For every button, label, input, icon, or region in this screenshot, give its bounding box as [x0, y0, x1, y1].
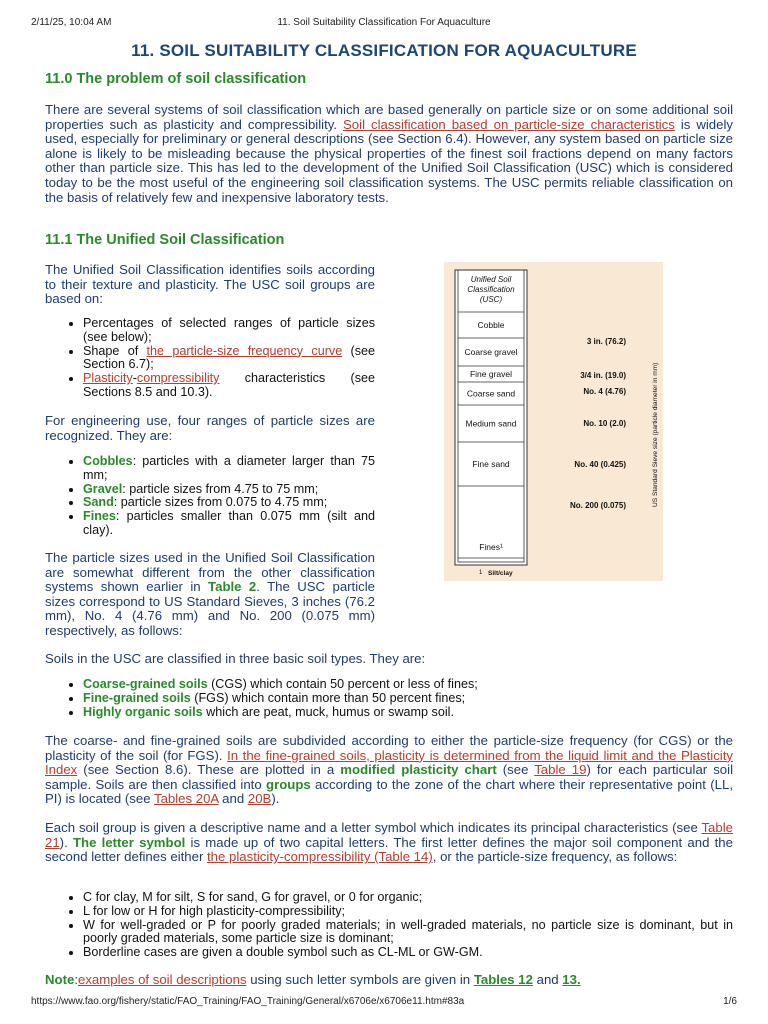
link-table-19[interactable]: Table 19: [534, 762, 587, 778]
list-item: [83, 455, 375, 483]
soil-types-paragraph: Soils in the USC are classified in three basic soil types. They are:: [45, 651, 426, 666]
link-particle-size-classification[interactable]: Soil classification based on particle-size characteristics: [343, 116, 675, 132]
text: : particle sizes from 4.75 to 75 mm;: [122, 481, 319, 496]
letter-rules-list: [45, 891, 733, 960]
term: Sand: [83, 495, 114, 510]
text: Each soil group is given a descriptive name and a letter symbol which indicates its principal characteristics (see: [45, 820, 702, 835]
section-heading: 11.1 The Unified Soil Classification: [45, 232, 285, 248]
text: ).: [59, 834, 73, 850]
list-item: [83, 678, 733, 692]
list-item: [83, 317, 375, 345]
chart-title-line-2: Classification: [467, 285, 515, 294]
text: There are several systems of soil classification which are based generally on particle size or on some additional soil properties such as plasticity and compressibility.: [45, 102, 733, 132]
list-item: [83, 510, 375, 538]
text: characteristics (see Sections 8.5 and 10.3).: [83, 371, 375, 399]
text: Shape of: [83, 343, 147, 358]
chart-title-line-1: Unified Soil: [470, 275, 512, 284]
text: ) for each particular soil sample. Soils are then classified into: [45, 762, 733, 792]
text: : particles smaller than 0.075 mm (silt and clay).: [83, 509, 375, 537]
link-compressibility[interactable]: compressibility: [136, 371, 220, 386]
page-title: 11. SOIL SUITABILITY CLASSIFICATION FOR AQUACULTURE: [131, 41, 637, 60]
chart-title-line-3: (USC): [479, 295, 503, 304]
term: Gravel: [83, 481, 123, 496]
text: The particle sizes used in the Unified Soil Classification are somewhat different from the other classification systems shown earlier in: [45, 550, 375, 595]
list-item: • C for clay, M for silt, S for sand, G for gravel, or 0 for organic;: [83, 891, 733, 905]
class-label: Medium sand: [465, 418, 517, 429]
sieve-label: No. 40 (0.425): [574, 460, 626, 469]
text: -: [132, 371, 137, 386]
list-item: [83, 692, 733, 706]
section-11-0: [45, 72, 733, 87]
text: ).: [271, 791, 280, 807]
sieve-label: No. 200 (0.075): [569, 501, 626, 510]
note-label: Note: [45, 972, 75, 987]
text: . The USC particle sizes correspond to US Standard Sieves, 3 inches (76.2 mm), No. 4 (4.76 mm) and No. 200 (0.075 mm) respectively, as follows:: [45, 579, 376, 638]
print-page-title: 11. Soil Suitability Classification For Aquaculture: [277, 17, 491, 28]
usc-basis-list: [45, 317, 375, 400]
sieve-labels: [570, 337, 626, 510]
soil-types-list: [45, 678, 733, 719]
link-examples-soil-descriptions[interactable]: examples of soil descriptions: [77, 972, 247, 987]
text: : particle sizes from 0.075 to 4.75 mm;: [113, 495, 328, 510]
text: (CGS) which contain 50 percent or less of fines;: [207, 677, 478, 691]
sieve-paragraph: [45, 551, 375, 639]
list-item: [83, 372, 375, 400]
footnote-mark: 1: [479, 570, 483, 576]
table-ref: Table 2: [208, 579, 257, 595]
link-table-14[interactable]: the plasticity-compressibility (Table 14): [207, 849, 433, 865]
list-item: [83, 345, 375, 373]
usc-chart-svg: [444, 262, 663, 581]
print-url: https://www.fao.org/fishery/static/FAO_Training/FAO_Training/General/x6706e/x6706e11.htm#83a: [31, 996, 465, 1007]
class-label: Coarse gravel: [464, 347, 518, 357]
text: according to the zone of the chart where their representative point (LL, PI) is located (see: [45, 776, 733, 807]
class-label: Fine sand: [472, 459, 510, 469]
list-item: • Borderline cases are given a double symbol such as CL-ML or GW-GM.: [83, 946, 733, 960]
text: : particles with a diameter larger than 75 mm;: [83, 454, 375, 482]
sieve-axis-label: US Standard Sieve size (particle diameter in mm): [652, 362, 659, 507]
section-11-1: [45, 233, 425, 248]
intro-paragraph: [45, 103, 733, 205]
term: Cobbles: [83, 454, 133, 468]
list-item: • L for low or H for high plasticity-compressibility;: [83, 905, 733, 919]
link-table-21[interactable]: Table 21: [45, 820, 733, 850]
print-page-number: 1/6: [723, 996, 737, 1007]
text: (see Section 6.7);: [83, 343, 375, 372]
term: Fines: [83, 509, 116, 524]
text: (FGS) which contain more than 50 percent fines;: [190, 690, 466, 705]
text: (see: [496, 762, 535, 778]
text: and: [532, 972, 563, 987]
sieve-label: No. 4 (4.76): [583, 387, 626, 396]
chart-frame: [455, 270, 527, 565]
text: using such letter symbols are given in: [246, 972, 474, 987]
term: groups: [266, 776, 311, 792]
class-label: Fines¹: [479, 542, 503, 552]
link-table-13[interactable]: 13.: [562, 972, 581, 987]
particle-ranges-list: [45, 455, 375, 538]
text: Percentages of selected ranges of particle sizes (see below);: [83, 316, 375, 344]
link-tables-20a[interactable]: Tables 20A: [153, 791, 219, 807]
text: The coarse- and fine-grained soils are subdivided according to either the particle-size frequency (for CGS) or the plasticity of the soil (for FGS).: [45, 733, 733, 763]
link-plasticity-liquid-limit[interactable]: In the fine-grained soils, plasticity is determined from the liquid limit and the Plasticity Index: [45, 747, 733, 778]
list-item: [83, 496, 375, 510]
class-label: Cobble: [477, 320, 505, 330]
subdivision-paragraph: [45, 734, 733, 807]
ranges-paragraph: For engineering use, four ranges of particle sizes are recognized. They are:: [45, 413, 375, 443]
text: which are peat, muck, humus or swamp soil.: [202, 704, 454, 719]
link-tables-12[interactable]: Tables 12: [473, 972, 533, 987]
term: Fine-grained soils: [83, 690, 191, 705]
note-paragraph: [45, 973, 733, 988]
term: The letter symbol: [72, 834, 186, 850]
text: is made up of two capital letters. The first letter defines the major soil component and the second letter defines either: [45, 834, 733, 865]
footnote-text: Silt/clay: [488, 570, 513, 577]
print-datetime: 2/11/25, 10:04 AM: [31, 17, 112, 28]
sieve-label: No. 10 (2.0): [583, 419, 626, 428]
sieve-label: 3 in. (76.2): [586, 337, 626, 346]
link-table-20b[interactable]: 20B: [247, 791, 272, 807]
text: is widely used, especially for preliminary or general descriptions (see Section 6.4). However, any system based on particle size alone is likely to be misleading because the physical properties of the finest soil fractions depend on many factors other than particle size. This has led to the development of the Unified Soil Classification (USC) which is considered today to be the most useful of the engineering soil classification systems. The USC permits reliable classification on the basis of relatively few and inexpensive laboratory tests.: [45, 116, 733, 205]
term: Highly organic soils: [83, 704, 203, 719]
usc-intro-paragraph: The Unified Soil Classification identifies soils according to their texture and plasticity. The USC soil groups are based on:: [45, 262, 375, 307]
section-heading: 11.0 The problem of soil classification: [45, 71, 307, 87]
class-label: Fine gravel: [469, 369, 513, 379]
letter-symbol-paragraph: [45, 821, 733, 865]
text: , or the particle-size frequency, as follows:: [432, 849, 678, 865]
usc-particle-size-figure: [444, 262, 663, 581]
term: Coarse-grained soils: [83, 677, 208, 691]
list-item: [83, 483, 375, 497]
list-item: • W for well-graded or P for poorly graded materials; in well-graded materials, no particle size is dominant, but in poorly graded materials, some particle size is dominant;: [83, 919, 733, 947]
term: modified plasticity chart: [340, 762, 497, 778]
sieve-label: 3/4 in. (19.0): [580, 371, 626, 380]
link-frequency-curve[interactable]: the particle-size frequency curve: [146, 343, 343, 358]
link-plasticity[interactable]: Plasticity: [83, 371, 133, 386]
text: :: [74, 972, 78, 987]
text: and: [218, 791, 248, 807]
class-label: Coarse sand: [466, 388, 516, 399]
text: (see Section 8.6). These are plotted in a: [77, 762, 341, 778]
list-item: [83, 706, 733, 720]
